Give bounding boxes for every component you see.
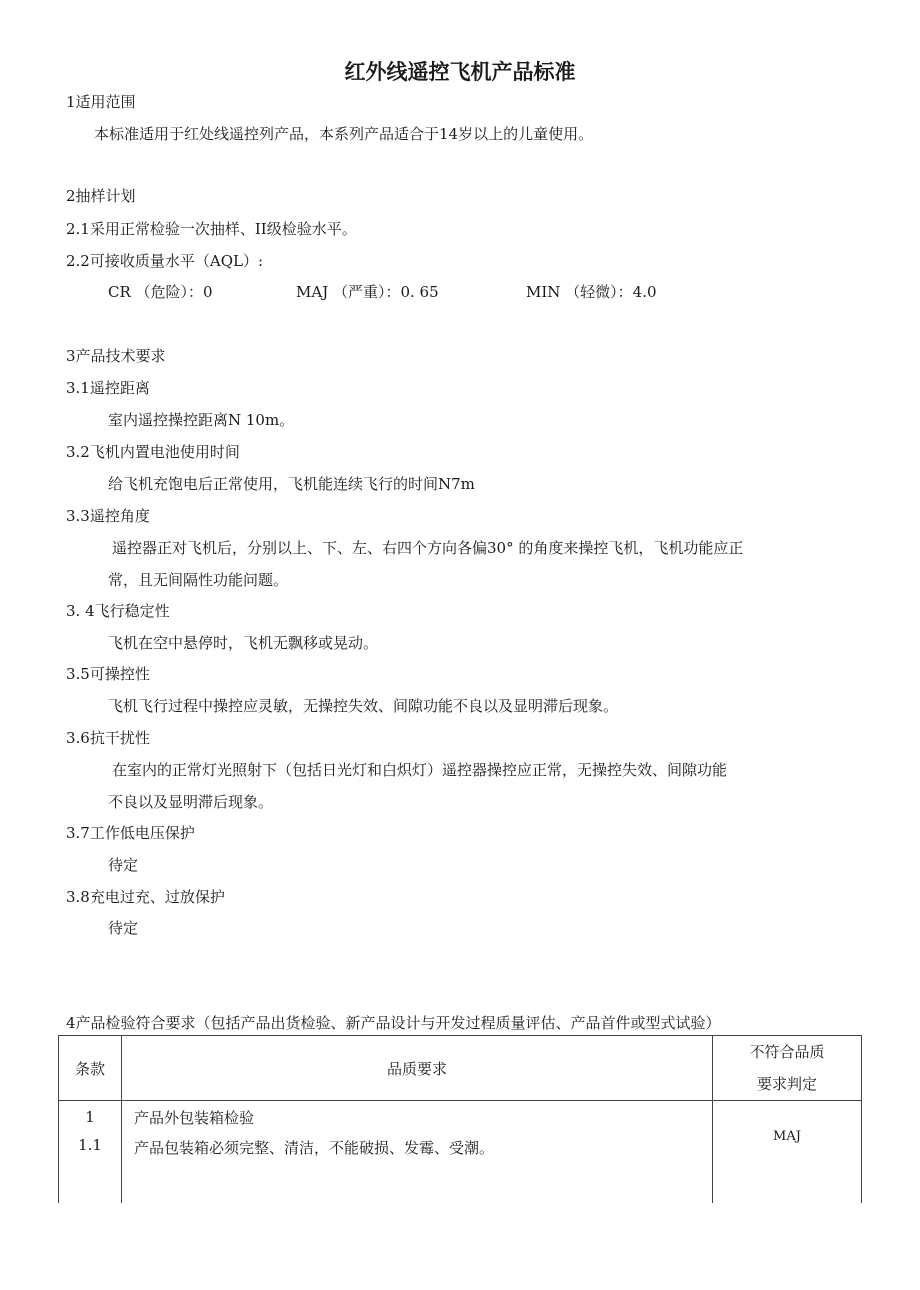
section-3-5-body: 飞机飞行过程中操控应灵敏，无操控失效、间隙功能不良以及显明滞后现象。 — [108, 697, 619, 715]
section-3-2-heading: 3.2飞机内置电池使用时间 — [66, 443, 240, 461]
header-requirement: 品质要求 — [122, 1036, 713, 1101]
aql-cr: CR （危险）：0 — [108, 283, 213, 301]
section-2-2: 2.2可接收质量水平（AQL）: — [66, 252, 264, 270]
section-3-3-body-line1: 遥控器正对飞机后，分别以上、下、左、右四个方向各偏30° 的角度来操控飞机，飞机功能应正 — [112, 539, 744, 557]
section-2-1: 2.1采用正常检验一次抽样、II级检验水平。 — [66, 220, 357, 238]
requirement-text: 产品包装箱必须完整、清洁，不能破损、发霉、受潮。 — [134, 1139, 495, 1157]
row-requirement — [122, 1101, 713, 1204]
header-judgement-line2: 要求判定 — [756, 1075, 817, 1093]
document-title: 红外线遥控飞机产品标准 — [344, 60, 576, 84]
section-3-8-body: 待定 — [108, 919, 139, 937]
section-3-1-heading: 3.1遥控距离 — [66, 379, 150, 397]
header-judgement — [713, 1036, 862, 1101]
section-3-5-heading: 3.5可操控性 — [66, 665, 150, 683]
header-judgement-line1: 不符合品质 — [749, 1043, 825, 1061]
aql-maj: MAJ （严重）：0. 65 — [296, 283, 439, 301]
section-1-body: 本标准适用于红处线遥控列产品，本系列产品适合于14岁以上的儿童使用。 — [94, 125, 594, 143]
sub-clause-number: 1.1 — [78, 1136, 102, 1154]
section-4-heading: 4产品检验符合要求（包括产品出货检验、新产品设计与开发过程质量评估、产品首件或型式试验） — [66, 1014, 721, 1032]
section-3-2-body: 给飞机充饱电后正常使用，飞机能连续飞行的时间N7m — [108, 475, 475, 493]
aql-min: MIN （轻微）：4.0 — [526, 283, 657, 301]
row-clause — [59, 1101, 122, 1204]
section-3-6-body-line1: 在室内的正常灯光照射下（包括日光灯和白炽灯）遥控器操控应正常，无操控失效、间隙功能 — [112, 761, 728, 779]
row-judgement: MAJ — [713, 1101, 862, 1204]
section-3-heading: 3产品技术要求 — [66, 347, 166, 365]
section-3-6-heading: 3.6抗干扰性 — [66, 729, 150, 747]
section-3-7-heading: 3.7工作低电压保护 — [66, 824, 195, 842]
section-3-6-body-line2: 不良以及显明滞后现象。 — [108, 793, 274, 811]
section-1-heading: 1适用范围 — [66, 93, 136, 111]
section-2-heading: 2抽样计划 — [66, 187, 136, 205]
table-row — [59, 1101, 862, 1204]
section-3-3-body-line2: 常，且无间隔性功能问题。 — [108, 571, 289, 589]
section-3-7-body: 待定 — [108, 856, 139, 874]
section-3-4-body: 飞机在空中悬停时，飞机无飘移或晃动。 — [108, 634, 379, 652]
requirement-title: 产品外包装箱检验 — [134, 1109, 255, 1127]
section-3-1-body: 室内遥控操控距离N 10m。 — [108, 411, 295, 429]
section-3-4-heading: 3. 4飞行稳定性 — [66, 602, 170, 620]
clause-number: 1 — [85, 1108, 95, 1126]
section-3-8-heading: 3.8充电过充、过放保护 — [66, 888, 225, 906]
header-clause: 条款 — [59, 1036, 122, 1101]
inspection-table — [58, 1035, 862, 1203]
table-header-row — [59, 1036, 862, 1101]
section-3-3-heading: 3.3遥控角度 — [66, 507, 150, 525]
